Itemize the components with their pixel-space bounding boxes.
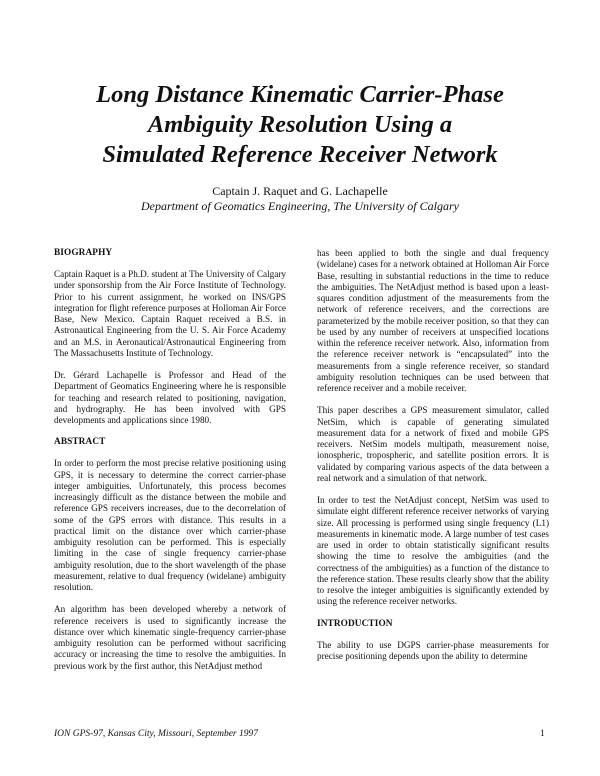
- paper-title: [40, 80, 560, 170]
- right-column: [317, 248, 549, 673]
- page-number: 1: [540, 729, 545, 739]
- affiliation: Department of Geomatics Engineering, The University of Calgary: [141, 199, 459, 213]
- biography-paragraph: Dr. Gérard Lachapelle is Professor and Head of the Department of Geomatics Engineering where he is responsible for teaching and research related to positioning, navigation, and hydrography. He has been involved with GPS developments and applications since 1980.: [54, 370, 286, 425]
- introduction-paragraph: The ability to use DGPS carrier-phase measurements for precise positioning depends upon the ability to determine: [317, 639, 549, 661]
- abstract-paragraph: This paper describes a GPS measurement simulator, called NetSim, which is capable of generating simulated measurement data for a network of fixed and mobile GPS receivers. NetSim models multipath, measurement noise, ionospheric, tropospheric, and satellite position errors. It is validated by comparing various aspects of the data between a real network and a simulation of that network.: [317, 405, 549, 483]
- abstract-paragraph: In order to perform the most precise relative positioning using GPS, it is necessary to determine the correct carrier-phase integer ambiguities. Unfortunately, this process becomes increasingly difficult as the distance between the mobile and reference GPS receivers increases, due to the decorrelation of some of the GPS errors with distance. This results in a practical limit on the distance over which carrier-phase ambiguity resolution can be performed. This is especially limiting in the case of single frequency carrier-phase ambiguity resolution, due to the short wavelength of the phase measurement, relative to dual frequency (widelane) ambiguity resolution.: [54, 458, 286, 592]
- title-line-2: Ambiguity Resolution Using a: [147, 111, 453, 138]
- abstract-paragraph: An algorithm has been developed whereby a network of reference receivers is used to significantly increase the distance over which kinematic single-frequency carrier-phase ambiguity resolution can be performed without sacrificing accuracy or increasing the time to resolve the ambiguities. In previous work by the first author, this NetAdjust method: [54, 604, 286, 671]
- left-column: [54, 248, 286, 683]
- title-line-3: Simulated Reference Receiver Network: [102, 141, 498, 168]
- biography-heading: BIOGRAPHY: [54, 248, 113, 258]
- abstract-paragraph: In order to test the NetAdjust concept, NetSim was used to simulate eight different reference receiver networks of varying size. All processing is performed using single frequency (L1) measurements in kinematic mode. A large number of test cases are used in order to obtain statistically significant results showing the time to resolve the ambiguities (and the correctness of the ambiguities) as a function of the distance to the reference station. These results clearly show that the ability to resolve the integer ambiguities is significantly extended by using the reference receiver networks.: [317, 495, 549, 607]
- footer-conference: ION GPS-97, Kansas City, Missouri, September 1997: [54, 729, 258, 739]
- abstract-heading: ABSTRACT: [54, 437, 106, 448]
- abstract-paragraph: has been applied to both the single and dual frequency (widelane) cases for a network obtained at Holloman Air Force Base, resulting in substantial reductions in the time to reduce the ambiguities. The NetAdjust method is based upon a least-squares condition adjustment of the measurements from the network of reference receivers, and the corrections are parameterized by the mobile receiver position, so that they can be used by any number of receivers at unspecified locations within the reference receiver network. Also, information from the reference receiver network is “encapsulated” into the measurements from a single reference receiver, so standard ambiguity resolution techniques can be used between that reference receiver and a mobile receiver.: [317, 248, 549, 393]
- title-line-1: Long Distance Kinematic Carrier-Phase: [96, 81, 504, 108]
- biography-paragraph: Captain Raquet is a Ph.D. student at The University of Calgary under sponsorship from the Air Force Institute of Technology. Prior to his current assignment, he worked on INS/GPS integration for flight reference purposes at Holloman Air Force Base, New Mexico. Captain Raquet received a B.S. in Astronautical Engineering from the U. S. Air Force Academy and an M.S. in Aeronautical/Astronautical Engineering from The Massachusetts Institute of Technology.: [54, 269, 286, 358]
- authors: Captain J. Raquet and G. Lachapelle: [212, 184, 388, 198]
- introduction-heading: INTRODUCTION: [317, 618, 393, 629]
